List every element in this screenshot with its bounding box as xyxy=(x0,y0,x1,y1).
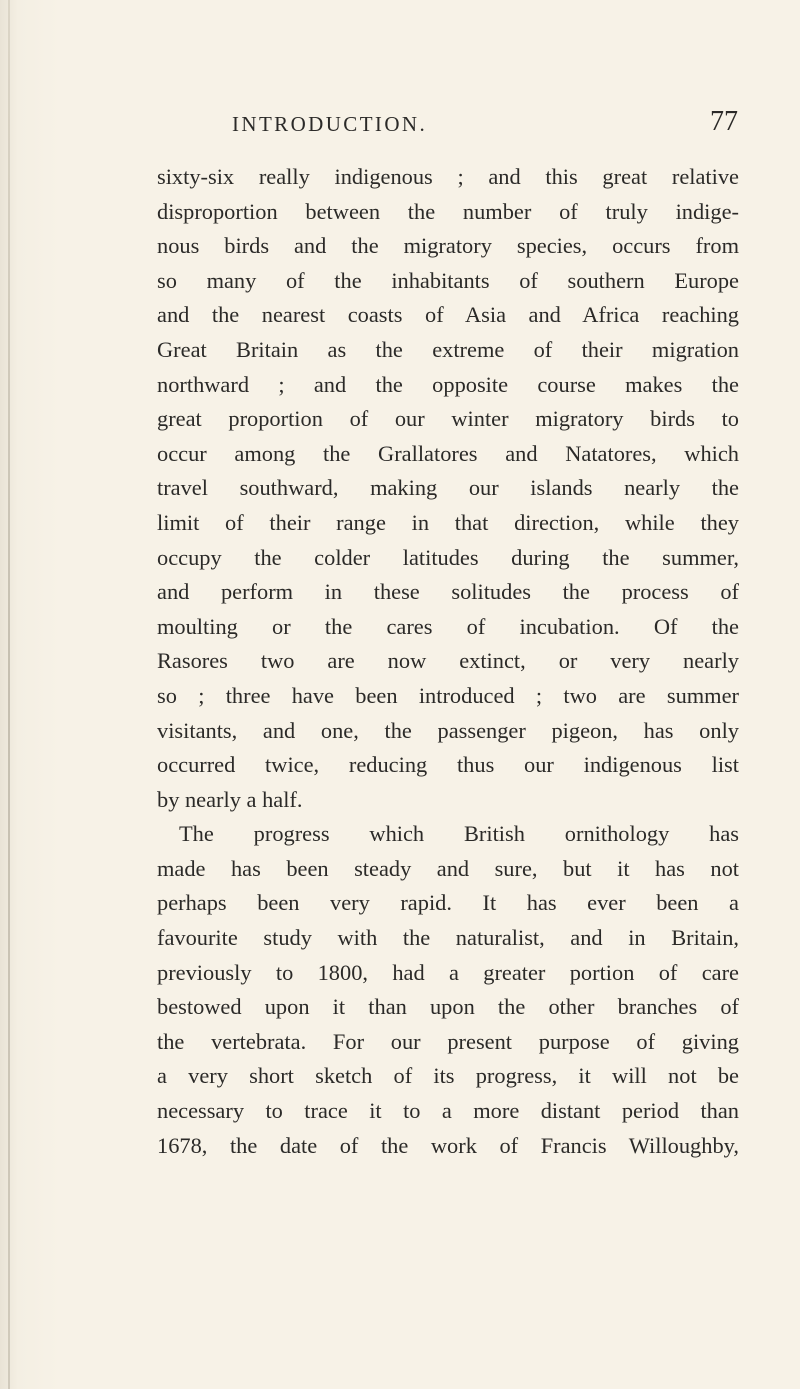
text-line: a very short sketch of its progress, it will not be xyxy=(157,1063,739,1089)
text-line: favourite study with the naturalist, and in Britain, xyxy=(157,925,739,951)
text-line: moulting or the cares of incubation. Of the xyxy=(157,613,739,639)
body-text xyxy=(157,160,739,1163)
text-line: occur among the Grallatores and Natatores, which xyxy=(157,440,739,466)
text-line: previously to 1800, had a greater portion of care xyxy=(157,959,739,985)
text-line: great proportion of our winter migratory birds to xyxy=(157,406,739,432)
text-line: visitants, and one, the passenger pigeon, has only xyxy=(157,717,739,743)
text-line: by nearly a half. xyxy=(157,786,303,812)
text-line: nous birds and the migratory species, occurs from xyxy=(157,233,739,259)
text-line: northward ; and the opposite course makes the xyxy=(157,371,739,397)
text-line: and perform in these solitudes the process of xyxy=(157,579,739,605)
running-head-title: INTRODUCTION. xyxy=(232,112,428,136)
text-line: The progress which British ornithology has xyxy=(179,821,739,847)
page-gutter xyxy=(8,0,10,1389)
text-line: Great Britain as the extreme of their migration xyxy=(157,336,739,362)
text-line: so many of the inhabitants of southern Europe xyxy=(157,267,739,293)
text-line: the vertebrata. For our present purpose of giving xyxy=(157,1028,739,1054)
text-line: Rasores two are now extinct, or very nearly xyxy=(157,648,739,674)
text-line: necessary to trace it to a more distant period than xyxy=(157,1098,739,1124)
text-line: travel southward, making our islands nearly the xyxy=(157,475,739,501)
text-line: bestowed upon it than upon the other branches of xyxy=(157,994,739,1020)
text-line: so ; three have been introduced ; two are summer xyxy=(157,682,739,708)
text-line: occupy the colder latitudes during the summer, xyxy=(157,544,739,570)
text-line: disproportion between the number of truly indige- xyxy=(157,198,739,224)
text-line: perhaps been very rapid. It has ever been a xyxy=(157,890,739,916)
page-number: 77 xyxy=(710,106,738,137)
text-line: occurred twice, reducing thus our indigenous list xyxy=(157,752,739,778)
text-line: sixty-six really indigenous ; and this great relative xyxy=(157,164,739,189)
text-line: and the nearest coasts of Asia and Africa reaching xyxy=(157,302,739,328)
running-head xyxy=(148,104,738,144)
text-line: limit of their range in that direction, while they xyxy=(157,509,739,535)
text-line: made has been steady and sure, but it has not xyxy=(157,855,739,881)
text-line: 1678, the date of the work of Francis Willoughby, xyxy=(157,1132,739,1158)
